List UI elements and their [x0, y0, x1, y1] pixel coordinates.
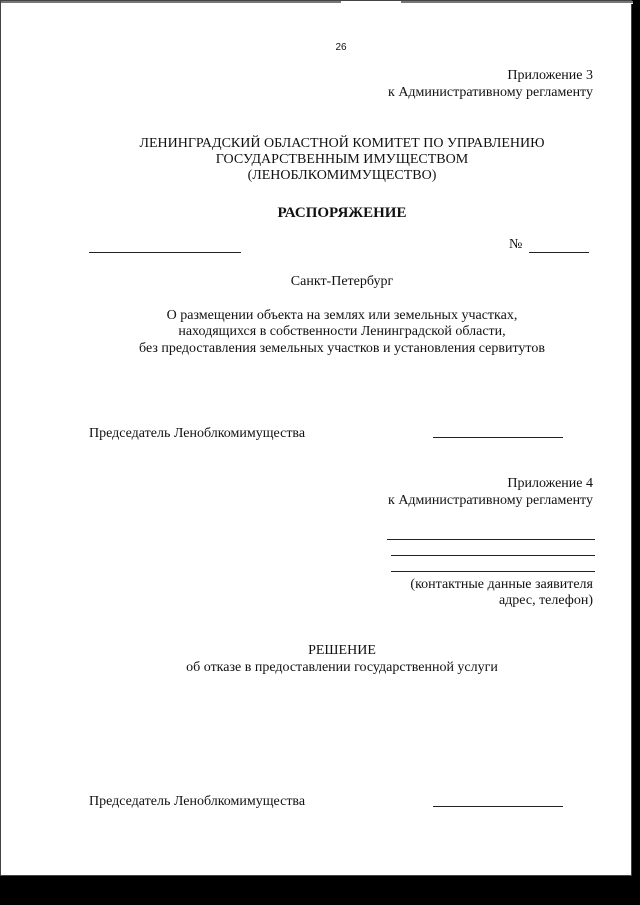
- scan-edge-line: [401, 1, 633, 3]
- decision-subtitle: об отказе в предоставлении государственной услуги: [186, 660, 498, 675]
- date-line: [89, 252, 241, 253]
- number-sign: №: [509, 237, 523, 252]
- scan-top-edge: [1, 1, 633, 4]
- page-number: 26: [335, 42, 347, 53]
- order-signatory: Председатель Леноблкомимущества: [89, 426, 306, 441]
- city: Санкт-Петербург: [290, 274, 394, 289]
- order-signature-line: [433, 437, 563, 438]
- org-name-line2: ГОСУДАРСТВЕННЫМ ИМУЩЕСТВОМ: [215, 152, 469, 167]
- contact-line-2: [391, 555, 595, 556]
- scan-edge-line: [1, 1, 341, 3]
- decision-signatory: Председатель Леноблкомимущества: [89, 794, 306, 809]
- appendix4-subtitle: к Административному регламенту: [388, 493, 593, 508]
- appendix3-label: Приложение 3: [507, 68, 593, 83]
- contact-line-1: [387, 539, 595, 540]
- subject-line2: находящихся в собственности Ленинградской области,: [178, 324, 506, 339]
- order-title: РАСПОРЯЖЕНИЕ: [277, 205, 407, 221]
- subject-line3: без предоставления земельных участков и установления сервитутов: [139, 341, 545, 356]
- contact-line-3: [391, 571, 595, 572]
- org-name-line3: (ЛЕНОБЛКОМИМУЩЕСТВО): [247, 168, 437, 183]
- decision-title: РЕШЕНИЕ: [308, 643, 376, 658]
- org-name-line1: ЛЕНИНГРАДСКИЙ ОБЛАСТНОЙ КОМИТЕТ ПО УПРАВЛЕНИЮ: [139, 136, 545, 151]
- number-line: [529, 252, 589, 253]
- appendix3-subtitle: к Административному регламенту: [388, 85, 593, 100]
- appendix4-label: Приложение 4: [507, 476, 593, 491]
- subject-line1: О размещении объекта на землях или земельных участках,: [166, 308, 518, 323]
- decision-signature-line: [433, 806, 563, 807]
- contact-caption-line1: (контактные данные заявителя: [410, 577, 593, 592]
- contact-caption-line2: адрес, телефон): [498, 593, 593, 608]
